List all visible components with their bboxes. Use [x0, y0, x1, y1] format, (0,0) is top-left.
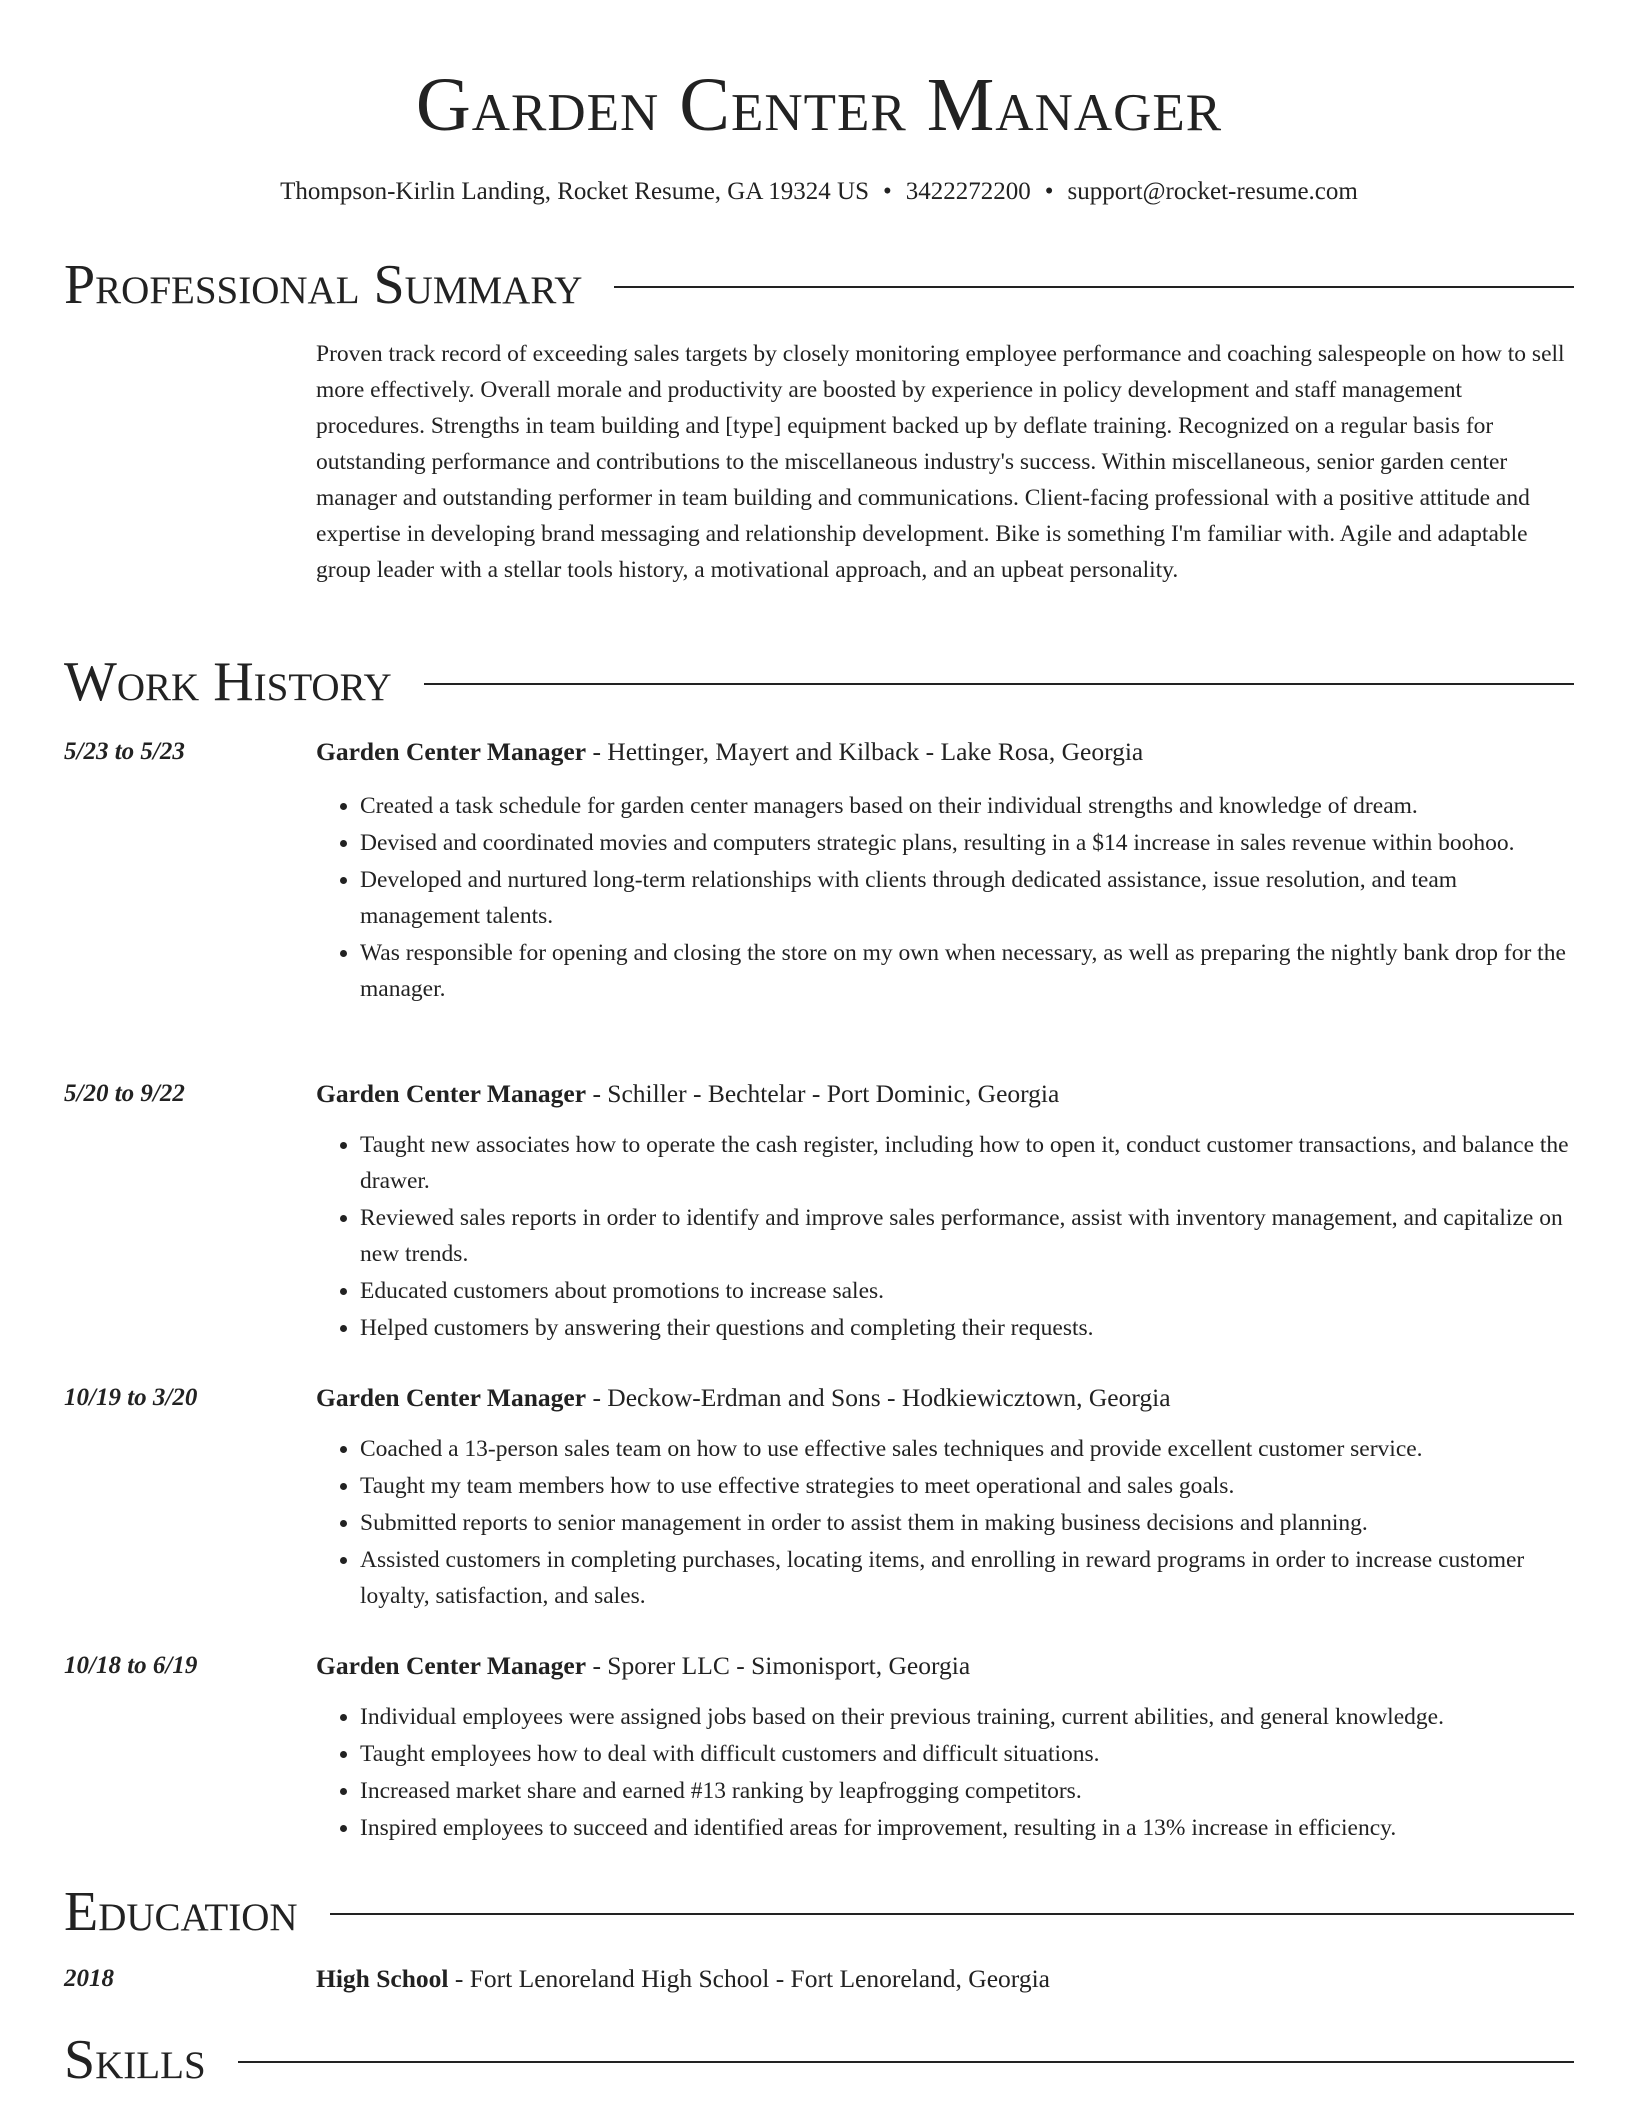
job-bullet: • Coached a 13-person sales team on how to use effective sales techniques and provide excellent customer service.: [360, 1431, 1574, 1467]
job-bullet: • Taught employees how to deal with difficult customers and difficult situations.: [360, 1736, 1574, 1772]
job-bullets: [316, 1127, 1574, 1347]
skills-section-header: [64, 2028, 1574, 2092]
job-dates: 10/19 to 3/20: [64, 1384, 198, 1411]
job-role: Garden Center Manager: [316, 737, 587, 766]
education-heading: [316, 1961, 1574, 1997]
work-section-header: [64, 650, 1574, 714]
contact-phone: 3422272200: [905, 178, 1031, 205]
job-details: - Schiller - Bechtelar - Port Dominic, Georgia: [586, 1079, 1060, 1108]
job-heading: [316, 1648, 1574, 1684]
job-role: Garden Center Manager: [316, 1079, 587, 1108]
education-degree: High School: [316, 1964, 449, 1993]
job-bullets: [316, 788, 1574, 1008]
contact-separator: •: [883, 178, 892, 205]
skills-section-title: Skills: [64, 2029, 206, 2091]
job-dates: 5/20 to 9/22: [64, 1080, 185, 1107]
contact-separator: •: [1044, 178, 1054, 205]
job-role: Garden Center Manager: [316, 1651, 587, 1680]
resume-title: Garden Center Manager: [415, 63, 1223, 147]
job-details: - Sporer LLC - Simonisport, Georgia: [586, 1651, 971, 1680]
job-bullet: • Increased market share and earned #13 ranking by leapfrogging competitors.: [360, 1773, 1574, 1809]
job-heading: [316, 734, 1574, 770]
job-bullet: • Helped customers by answering their questions and completing their requests.: [360, 1310, 1574, 1346]
job-bullet: • Inspired employees to succeed and identified areas for improvement, resulting in a 13% increase in efficiency.: [360, 1810, 1574, 1846]
job-bullet: • Assisted customers in completing purchases, locating items, and enrolling in reward programs in order to increase customer loyalty, satisfaction, and sales.: [360, 1542, 1574, 1614]
job-bullet: • Individual employees were assigned jobs based on their previous training, current abilities, and general knowledge.: [360, 1699, 1574, 1735]
job-bullet: • Devised and coordinated movies and computers strategic plans, resulting in a $14 increase in sales revenue within boohoo.: [360, 825, 1574, 861]
education-year: 2018: [64, 1965, 114, 1992]
job-details: - Deckow-Erdman and Sons - Hodkiewicztown, Georgia: [586, 1383, 1171, 1412]
section-divider: [330, 1913, 1574, 1915]
job-dates: 5/23 to 5/23: [64, 738, 185, 765]
contact-address: Thompson-Kirlin Landing, Rocket Resume, GA 19324 US: [280, 178, 869, 205]
job-details: - Hettinger, Mayert and Kilback - Lake Rosa, Georgia: [586, 737, 1144, 766]
job-bullets: [316, 1431, 1574, 1615]
summary-text: Proven track record of exceeding sales targets by closely monitoring employee performance and coaching salespeople on how to sell more effectively. Overall morale and productivity are boosted by experience in policy development and staff management procedures. Strengths in team building and [type] equipment backed up by deflate training. Recognized on a regular basis for outstanding performance and contributions to the miscellaneous industry's success. Within miscellaneous, senior garden center manager and outstanding performer in team building and communications. Client-facing professional with a positive attitude and expertise in developing brand messaging and relationship development. Bike is something I'm familiar with. Agile and adaptable group leader with a stellar tools history, a motivational approach, and an upbeat personality.: [316, 341, 1565, 583]
summary-section-title: Professional Summary: [64, 254, 583, 316]
job-bullet: • Created a task schedule for garden center managers based on their individual strengths and knowledge of dream.: [360, 788, 1574, 824]
contact-email: support@rocket-resume.com: [1067, 178, 1358, 205]
education-section-header: [64, 1880, 1574, 1944]
job-bullet: • Taught my team members how to use effective strategies to meet operational and sales goals.: [360, 1468, 1574, 1504]
job-bullet: • Submitted reports to senior management in order to assist them in making business decisions and planning.: [360, 1505, 1574, 1541]
job-heading: [316, 1380, 1574, 1416]
job-bullet: • Educated customers about promotions to increase sales.: [360, 1273, 1574, 1309]
job-bullet: • Taught new associates how to operate the cash register, including how to open it, conduct customer transactions, and balance the drawer.: [360, 1127, 1574, 1199]
education-section-title: Education: [64, 1881, 298, 1943]
job-heading: [316, 1076, 1574, 1112]
section-divider: [424, 683, 1574, 685]
job-bullets: [316, 1699, 1574, 1847]
job-bullet: • Reviewed sales reports in order to identify and improve sales performance, assist with inventory management, and capitalize on new trends.: [360, 1200, 1574, 1272]
job-role: Garden Center Manager: [316, 1383, 587, 1412]
job-dates: 10/18 to 6/19: [64, 1652, 198, 1679]
work-section-title: Work History: [64, 651, 392, 713]
contact-line: [64, 175, 1574, 209]
summary-section-header: [64, 253, 1574, 317]
job-bullet: • Was responsible for opening and closing the store on my own when necessary, as well as preparing the nightly bank drop for the manager.: [360, 935, 1574, 1007]
section-divider: [614, 286, 1574, 288]
education-details: - Fort Lenoreland High School - Fort Lenoreland, Georgia: [448, 1964, 1050, 1993]
job-bullet: • Developed and nurtured long-term relationships with clients through dedicated assistance, issue resolution, and team management talents.: [360, 862, 1574, 934]
section-divider: [238, 2061, 1574, 2063]
